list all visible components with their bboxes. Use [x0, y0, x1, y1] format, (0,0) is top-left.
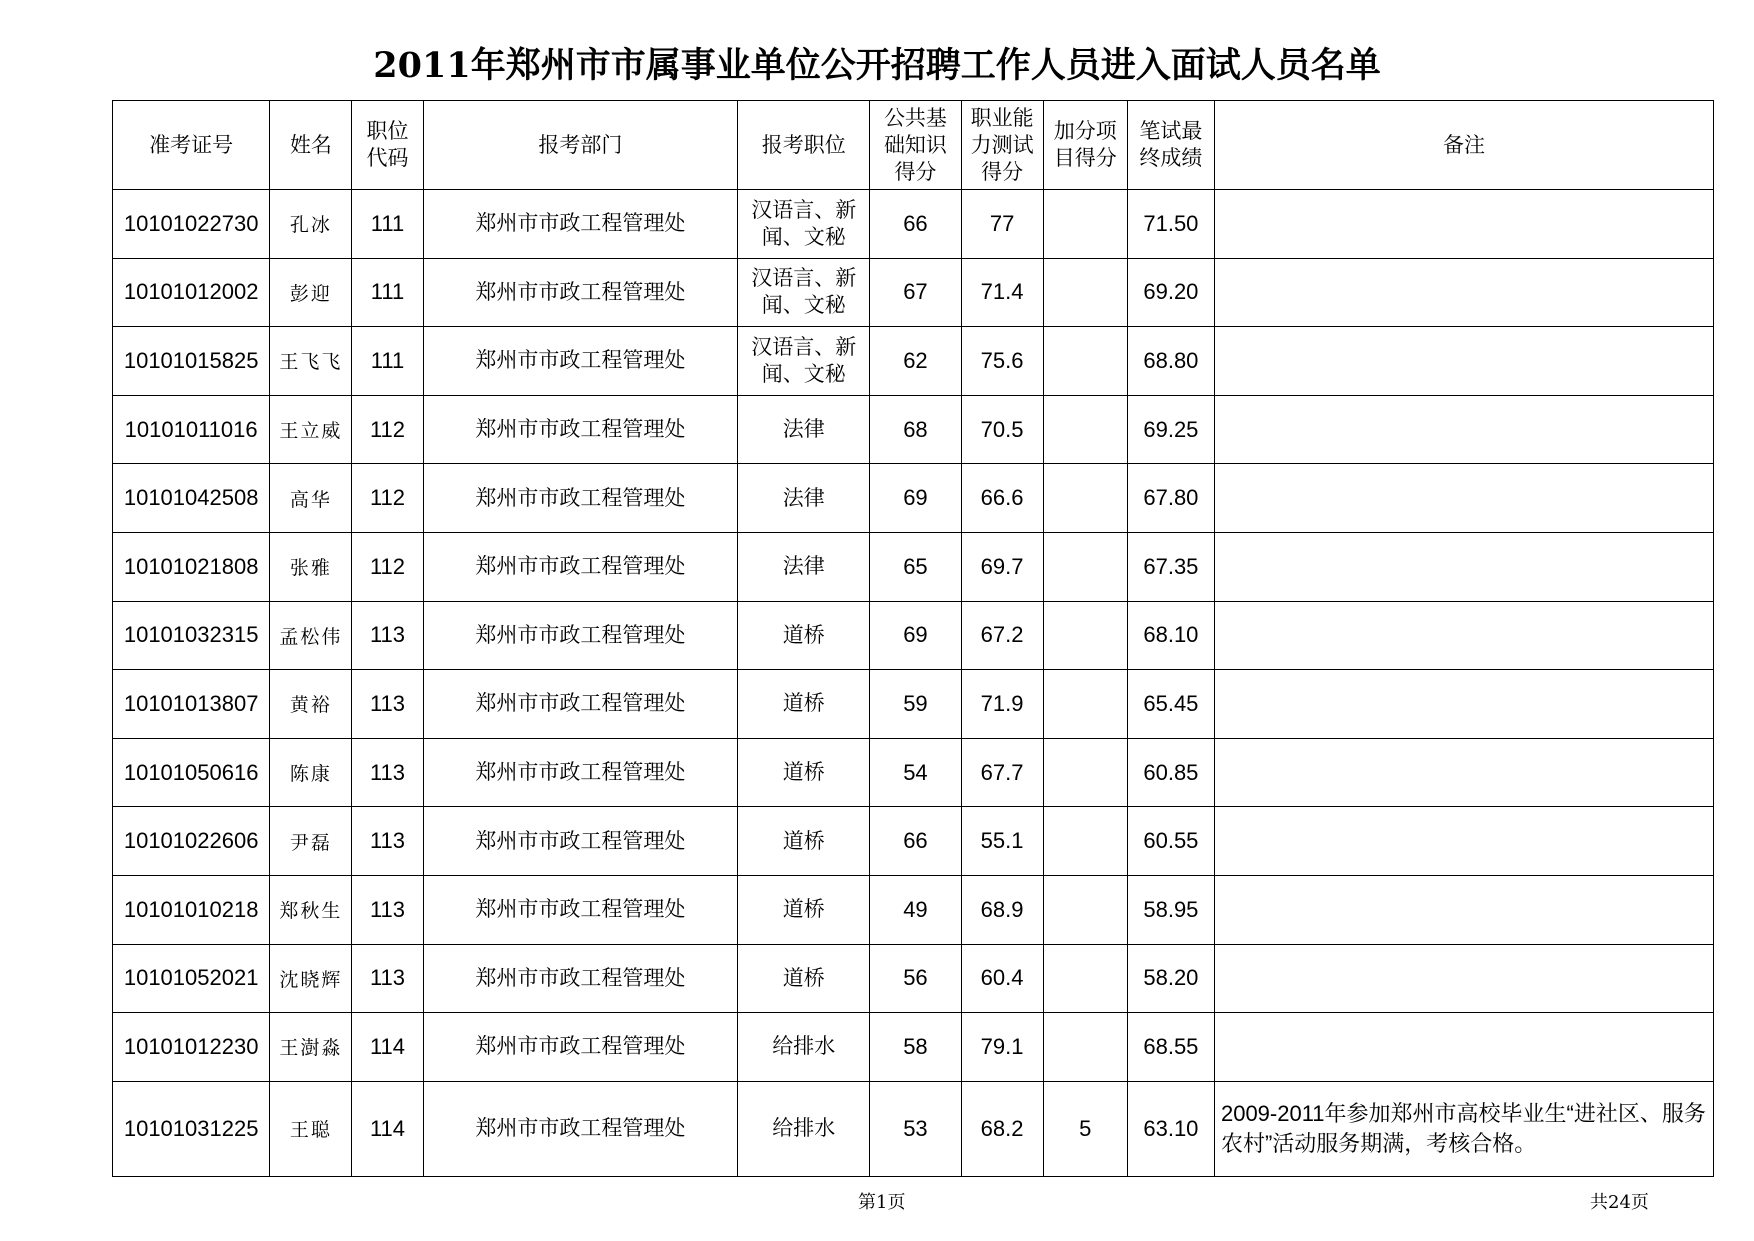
cell-basic-score: 66 — [870, 807, 961, 876]
cell-exam-no: 10101012230 — [113, 1013, 270, 1082]
cell-remark — [1214, 807, 1713, 876]
header-ability-score: 职业能 力测试 得分 — [961, 101, 1043, 190]
cell-remark — [1214, 532, 1713, 601]
cell-bonus-score: 5 — [1043, 1081, 1127, 1176]
cell-ability-score: 77 — [961, 190, 1043, 259]
cell-name: 尹磊 — [270, 807, 352, 876]
cell-bonus-score — [1043, 327, 1127, 396]
cell-exam-no: 10101022730 — [113, 190, 270, 259]
cell-basic-score: 53 — [870, 1081, 961, 1176]
cell-dept: 郑州市市政工程管理处 — [423, 395, 738, 464]
cell-final-score: 65.45 — [1127, 670, 1214, 739]
cell-post: 道桥 — [738, 738, 870, 807]
cell-bonus-score — [1043, 395, 1127, 464]
cell-dept: 郑州市市政工程管理处 — [423, 258, 738, 327]
cell-post-code: 113 — [352, 738, 423, 807]
cell-basic-score: 54 — [870, 738, 961, 807]
table-row — [113, 944, 1714, 1013]
cell-final-score: 67.80 — [1127, 464, 1214, 533]
table-row — [113, 190, 1714, 259]
cell-basic-score: 68 — [870, 395, 961, 464]
cell-post: 道桥 — [738, 944, 870, 1013]
cell-post: 道桥 — [738, 601, 870, 670]
cell-name: 王聪 — [270, 1081, 352, 1176]
cell-name: 王立威 — [270, 395, 352, 464]
cell-remark — [1214, 464, 1713, 533]
table-row — [113, 1081, 1714, 1176]
cell-basic-score: 56 — [870, 944, 961, 1013]
cell-ability-score: 79.1 — [961, 1013, 1043, 1082]
cell-ability-score: 68.9 — [961, 875, 1043, 944]
cell-final-score: 67.35 — [1127, 532, 1214, 601]
cell-dept: 郑州市市政工程管理处 — [423, 670, 738, 739]
cell-basic-score: 66 — [870, 190, 961, 259]
cell-exam-no: 10101050616 — [113, 738, 270, 807]
cell-post: 给排水 — [738, 1013, 870, 1082]
cell-post-code: 114 — [352, 1081, 423, 1176]
table-row — [113, 532, 1714, 601]
cell-exam-no: 10101015825 — [113, 327, 270, 396]
cell-dept: 郑州市市政工程管理处 — [423, 807, 738, 876]
cell-exam-no: 10101031225 — [113, 1081, 270, 1176]
table-row — [113, 601, 1714, 670]
cell-post-code: 114 — [352, 1013, 423, 1082]
cell-exam-no: 10101011016 — [113, 395, 270, 464]
cell-ability-score: 75.6 — [961, 327, 1043, 396]
table-row — [113, 258, 1714, 327]
cell-bonus-score — [1043, 875, 1127, 944]
cell-final-score: 60.85 — [1127, 738, 1214, 807]
cell-name: 张雅 — [270, 532, 352, 601]
cell-post-code: 113 — [352, 875, 423, 944]
cell-ability-score: 60.4 — [961, 944, 1043, 1013]
page-title: 2011年郑州市市属事业单位公开招聘工作人员进入面试人员名单 — [373, 45, 1381, 86]
cell-exam-no: 10101042508 — [113, 464, 270, 533]
cell-remark — [1214, 944, 1713, 1013]
cell-post: 法律 — [738, 532, 870, 601]
cell-dept: 郑州市市政工程管理处 — [423, 1013, 738, 1082]
cell-post: 汉语言、新 闻、文秘 — [738, 327, 870, 396]
candidate-table — [112, 100, 1714, 1177]
cell-basic-score: 58 — [870, 1013, 961, 1082]
table-row — [113, 807, 1714, 876]
cell-remark — [1214, 875, 1713, 944]
cell-bonus-score — [1043, 807, 1127, 876]
cell-final-score: 58.20 — [1127, 944, 1214, 1013]
cell-remark — [1214, 258, 1713, 327]
cell-dept: 郑州市市政工程管理处 — [423, 875, 738, 944]
cell-bonus-score — [1043, 601, 1127, 670]
cell-exam-no: 10101021808 — [113, 532, 270, 601]
cell-post-code: 111 — [352, 258, 423, 327]
cell-dept: 郑州市市政工程管理处 — [423, 944, 738, 1013]
table-row — [113, 464, 1714, 533]
cell-ability-score: 70.5 — [961, 395, 1043, 464]
cell-ability-score: 71.4 — [961, 258, 1043, 327]
cell-dept: 郑州市市政工程管理处 — [423, 532, 738, 601]
cell-final-score: 69.25 — [1127, 395, 1214, 464]
page-number: 第1页 — [858, 1192, 906, 1213]
table-row — [113, 1013, 1714, 1082]
cell-post: 法律 — [738, 464, 870, 533]
cell-bonus-score — [1043, 738, 1127, 807]
cell-post: 道桥 — [738, 670, 870, 739]
cell-post: 汉语言、新 闻、文秘 — [738, 190, 870, 259]
cell-remark — [1214, 738, 1713, 807]
cell-remark: 2009-2011年参加郑州市高校毕业生“进社区、服务农村”活动服务期满，考核合格。 — [1214, 1081, 1713, 1176]
cell-post: 道桥 — [738, 807, 870, 876]
cell-final-score: 69.20 — [1127, 258, 1214, 327]
cell-exam-no: 10101010218 — [113, 875, 270, 944]
cell-ability-score: 69.7 — [961, 532, 1043, 601]
cell-bonus-score — [1043, 1013, 1127, 1082]
header-final-score: 笔试最 终成绩 — [1127, 101, 1214, 190]
cell-ability-score: 55.1 — [961, 807, 1043, 876]
cell-name: 陈康 — [270, 738, 352, 807]
cell-remark — [1214, 670, 1713, 739]
cell-exam-no: 10101052021 — [113, 944, 270, 1013]
cell-remark — [1214, 601, 1713, 670]
cell-post-code: 113 — [352, 601, 423, 670]
cell-bonus-score — [1043, 464, 1127, 533]
cell-ability-score: 67.7 — [961, 738, 1043, 807]
cell-remark — [1214, 1013, 1713, 1082]
cell-post-code: 111 — [352, 327, 423, 396]
cell-ability-score: 66.6 — [961, 464, 1043, 533]
header-bonus-score: 加分项 目得分 — [1043, 101, 1127, 190]
cell-name: 王飞飞 — [270, 327, 352, 396]
cell-post-code: 112 — [352, 464, 423, 533]
cell-post-code: 112 — [352, 395, 423, 464]
cell-name: 王澍淼 — [270, 1013, 352, 1082]
cell-final-score: 71.50 — [1127, 190, 1214, 259]
cell-dept: 郑州市市政工程管理处 — [423, 1081, 738, 1176]
header-post-code: 职位 代码 — [352, 101, 423, 190]
cell-dept: 郑州市市政工程管理处 — [423, 464, 738, 533]
cell-basic-score: 65 — [870, 532, 961, 601]
header-dept: 报考部门 — [423, 101, 738, 190]
cell-final-score: 68.55 — [1127, 1013, 1214, 1082]
cell-bonus-score — [1043, 258, 1127, 327]
cell-final-score: 60.55 — [1127, 807, 1214, 876]
cell-basic-score: 67 — [870, 258, 961, 327]
cell-bonus-score — [1043, 190, 1127, 259]
cell-post-code: 113 — [352, 670, 423, 739]
cell-post: 道桥 — [738, 875, 870, 944]
cell-ability-score: 68.2 — [961, 1081, 1043, 1176]
cell-post: 给排水 — [738, 1081, 870, 1176]
cell-basic-score: 69 — [870, 601, 961, 670]
cell-remark — [1214, 395, 1713, 464]
cell-name: 孟松伟 — [270, 601, 352, 670]
cell-final-score: 63.10 — [1127, 1081, 1214, 1176]
cell-dept: 郑州市市政工程管理处 — [423, 738, 738, 807]
cell-ability-score: 67.2 — [961, 601, 1043, 670]
cell-basic-score: 69 — [870, 464, 961, 533]
cell-dept: 郑州市市政工程管理处 — [423, 601, 738, 670]
cell-name: 孔冰 — [270, 190, 352, 259]
cell-remark — [1214, 190, 1713, 259]
cell-exam-no: 10101012002 — [113, 258, 270, 327]
cell-final-score: 58.95 — [1127, 875, 1214, 944]
table-row — [113, 670, 1714, 739]
page-total: 共24页 — [1590, 1192, 1649, 1213]
cell-name: 沈晓辉 — [270, 944, 352, 1013]
table-row — [113, 327, 1714, 396]
cell-bonus-score — [1043, 532, 1127, 601]
cell-bonus-score — [1043, 670, 1127, 739]
cell-exam-no: 10101032315 — [113, 601, 270, 670]
cell-name: 黄裕 — [270, 670, 352, 739]
header-exam-no: 准考证号 — [113, 101, 270, 190]
cell-exam-no: 10101022606 — [113, 807, 270, 876]
cell-post: 法律 — [738, 395, 870, 464]
header-post: 报考职位 — [738, 101, 870, 190]
cell-basic-score: 62 — [870, 327, 961, 396]
cell-ability-score: 71.9 — [961, 670, 1043, 739]
table-row — [113, 395, 1714, 464]
cell-dept: 郑州市市政工程管理处 — [423, 327, 738, 396]
cell-exam-no: 10101013807 — [113, 670, 270, 739]
cell-post: 汉语言、新 闻、文秘 — [738, 258, 870, 327]
cell-name: 彭迎 — [270, 258, 352, 327]
cell-post-code: 111 — [352, 190, 423, 259]
cell-post-code: 112 — [352, 532, 423, 601]
cell-remark — [1214, 327, 1713, 396]
cell-name: 高华 — [270, 464, 352, 533]
cell-dept: 郑州市市政工程管理处 — [423, 190, 738, 259]
cell-basic-score: 49 — [870, 875, 961, 944]
cell-name: 郑秋生 — [270, 875, 352, 944]
header-row — [113, 101, 1714, 190]
table-row — [113, 738, 1714, 807]
header-remark: 备注 — [1214, 101, 1713, 190]
header-basic-score: 公共基 础知识 得分 — [870, 101, 961, 190]
table-row — [113, 875, 1714, 944]
cell-basic-score: 59 — [870, 670, 961, 739]
cell-post-code: 113 — [352, 944, 423, 1013]
header-name: 姓名 — [270, 101, 352, 190]
cell-post-code: 113 — [352, 807, 423, 876]
cell-final-score: 68.10 — [1127, 601, 1214, 670]
cell-final-score: 68.80 — [1127, 327, 1214, 396]
cell-bonus-score — [1043, 944, 1127, 1013]
